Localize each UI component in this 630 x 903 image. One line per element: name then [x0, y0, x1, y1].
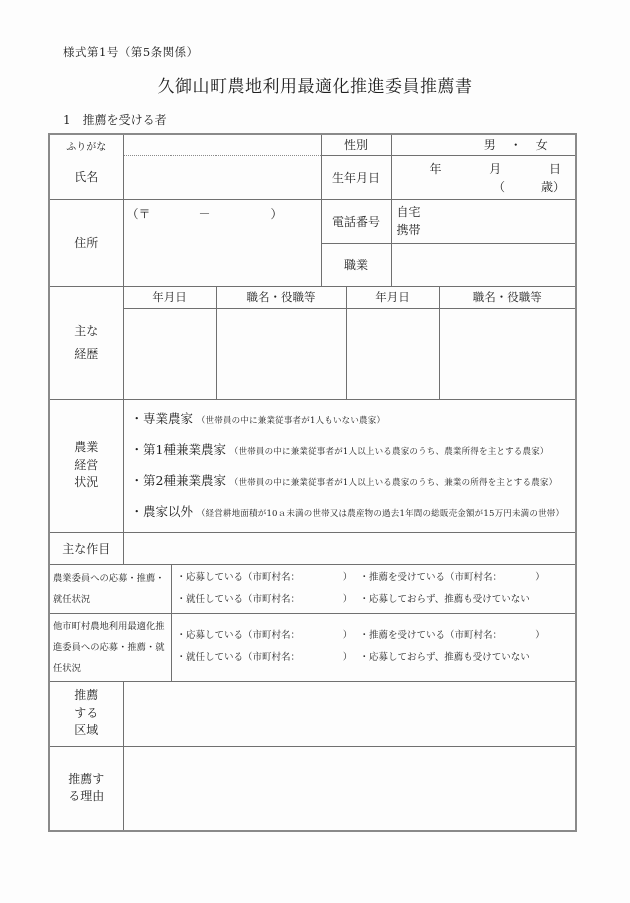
option-fulltime-farmer: ・専業農家 （世帯員の中に兼業従事者が1人もいない農家） [130, 410, 386, 426]
name-field [123, 155, 321, 199]
option-appointed: ・就任している（市町村名： ） [176, 593, 353, 605]
occupation-field [391, 243, 576, 286]
option-non-farmer: ・農家以外 （経営耕地面積が10ａ未満の世帯又は農産物の過去1年間の総販売金額が15万円未満の世帯） [130, 504, 565, 520]
main-crops-label: 主な作目 [49, 532, 123, 564]
furigana-field [123, 134, 321, 155]
birthdate-label: 生年月日 [321, 155, 391, 199]
career-date-header-2: 年月日 [346, 286, 439, 308]
recommendation-form-table [48, 133, 577, 832]
gender-options: 男 ・ 女 [391, 134, 576, 155]
phone-field [391, 199, 576, 243]
career-date-field-2 [346, 308, 439, 399]
option-applying: ・応募している（市町村名： ） [176, 571, 353, 583]
recommend-area-field [123, 681, 576, 746]
option-appointed: ・就任している（市町村名： ） [176, 652, 353, 663]
option-type2-parttime-farmer: ・第2種兼業農家 （世帯員の中に兼業従事者が1人以上いる農家のうち、兼業の所得を主とする農家） [130, 473, 558, 489]
other-committee-status-label: 他市町村農地利用最適化推 進委員への応募・推薦・就 任状況 [49, 613, 171, 681]
option-applying: ・応募している（市町村名： ） [176, 630, 353, 641]
career-title-field-1 [216, 308, 346, 399]
day-unit: 日 [549, 161, 562, 176]
career-date-field-1 [123, 308, 216, 399]
age-note: （ 歳） [493, 179, 566, 194]
farm-committee-status-label: 農業委員への応募・推薦・ 就任状況 [49, 564, 171, 613]
phone-mobile-label: 携帯 [396, 223, 421, 237]
form-number: 様式第1号（第5条関係） [63, 45, 199, 59]
farming-status-options [123, 399, 576, 532]
farming-status-label: 農業 経営 状況 [49, 399, 123, 532]
option-none: ・応募しておらず、推薦も受けていない [359, 593, 530, 605]
gender-label: 性別 [321, 134, 391, 155]
recommend-reason-field [123, 746, 576, 831]
career-label: 主な 経歴 [49, 286, 123, 399]
furigana-label: ふりがな [49, 134, 123, 155]
postal-code-placeholder: （〒 － ） [126, 206, 283, 221]
option-recommended: ・推薦を受けている（市町村名： ） [359, 630, 545, 641]
year-unit: 年 [429, 161, 442, 176]
document-title: 久御山町農地利用最適化推進委員推薦書 [157, 77, 473, 97]
address-label: 住所 [49, 199, 123, 286]
option-none: ・応募しておらず、推薦も受けていない [359, 652, 530, 663]
option-type1-parttime-farmer: ・第1種兼業農家 （世帯員の中に兼業従事者が1人以上いる農家のうち、農業所得を主とする農家） [130, 441, 549, 457]
phone-home-label: 自宅 [396, 205, 421, 219]
birthdate-units [392, 158, 576, 177]
career-date-header-1: 年月日 [123, 286, 216, 308]
main-crops-field [123, 532, 576, 564]
other-committee-status-options [171, 613, 576, 681]
recommend-reason-label: 推薦す る理由 [49, 746, 123, 831]
option-recommended: ・推薦を受けている（市町村名： ） [359, 571, 545, 583]
section-heading: 1 推薦を受ける者 [63, 113, 167, 127]
occupation-label: 職業 [321, 243, 391, 286]
career-title-header-2: 職名・役職等 [439, 286, 576, 308]
recommend-area-label: 推薦 する 区域 [49, 681, 123, 746]
address-field [123, 199, 321, 286]
career-title-header-1: 職名・役職等 [216, 286, 346, 308]
month-unit: 月 [489, 161, 502, 176]
birthdate-field [391, 155, 576, 199]
career-title-field-2 [439, 308, 576, 399]
name-label: 氏名 [49, 155, 123, 199]
farm-committee-status-options [171, 564, 576, 613]
phone-label: 電話番号 [321, 199, 391, 243]
